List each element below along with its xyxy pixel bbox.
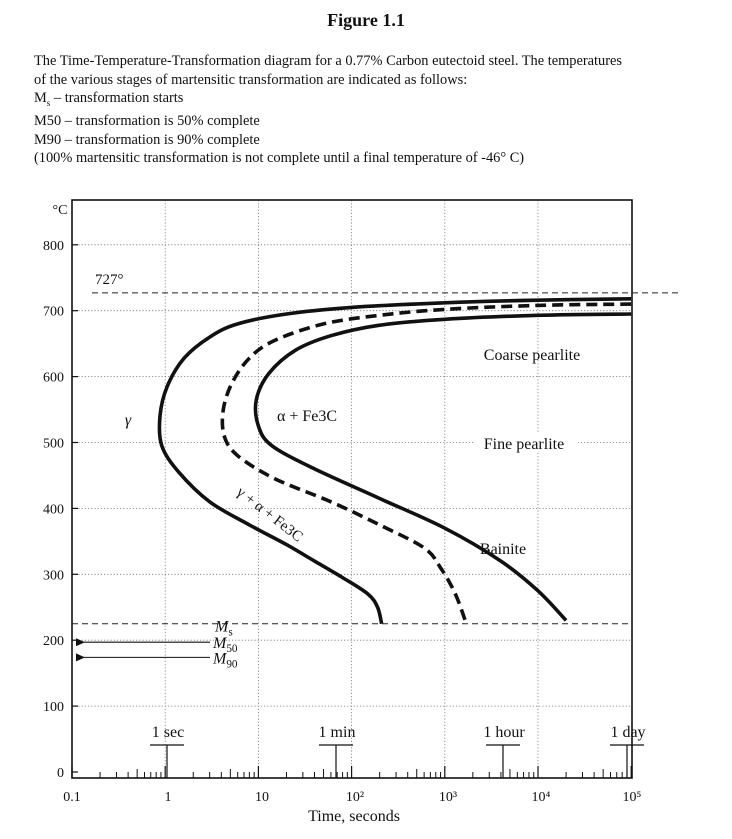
xtick-label-4: 10³ <box>438 790 458 805</box>
ytick-label-600: 600 <box>43 370 64 386</box>
caption-ms-subscript: s <box>46 97 51 108</box>
ytick-label-700: 700 <box>43 304 64 320</box>
caption-final-note: (100% martensitic transformation is not complete until a final temperature of -46° C) <box>34 150 525 167</box>
caption-line-1: The Time-Temperature-Transformation diagram for a 0.77% Carbon eutectoid steel. The temperatures <box>34 53 623 69</box>
caption-m50-symbol: M50 <box>34 113 62 130</box>
label-m90: $M_{90}$ <box>213 650 238 671</box>
time-marker-label-2: 1 hour <box>483 724 525 741</box>
caption-ms-description: – transformation starts <box>50 90 184 106</box>
time-marker-label-0: 1 sec <box>151 724 185 741</box>
ytick-label-100: 100 <box>43 700 64 716</box>
figure-title: Figure 1.1 <box>327 10 405 30</box>
caption-line-2: of the various stages of martensitic transformation are indicated as follows: <box>34 71 468 88</box>
ytick-label-0: 0 <box>57 766 64 781</box>
ytick-label-400: 400 <box>43 502 64 518</box>
time-marker-label-1: 1 min <box>318 724 356 741</box>
xtick-label-3: 10² <box>345 790 365 805</box>
x-axis-label: Time, seconds <box>308 808 400 825</box>
region-gamma-alpha-fe3c: γ + α + Fe3C <box>233 484 306 546</box>
region-bainite: Bainite <box>479 541 527 558</box>
region-coarse-pearlite: Coarse pearlite <box>483 347 581 364</box>
ytick-label-800: 800 <box>43 238 64 254</box>
xtick-label-0: 0.1 <box>63 790 81 805</box>
label-727: 727° <box>95 271 124 288</box>
caption-ms-symbol: M <box>34 90 47 106</box>
caption-m90-description: – transformation is 90% complete <box>61 131 260 148</box>
xtick-label-5: 10⁴ <box>531 790 551 805</box>
xtick-label-6: 10⁵ <box>622 790 642 805</box>
region-alpha-fe3c: α + Fe3C <box>276 408 338 425</box>
ytick-label-300: 300 <box>43 568 64 584</box>
label-m50: $M_{50}$ <box>213 635 238 656</box>
y-axis-label: °C <box>52 203 68 218</box>
ytick-label-200: 200 <box>43 634 64 650</box>
region-fine-pearlite: Fine pearlite <box>483 436 565 453</box>
xtick-label-2: 10 <box>255 790 269 805</box>
region-gamma: γ <box>124 412 132 429</box>
caption-m90-symbol: M90 <box>34 131 62 148</box>
ytick-label-500: 500 <box>43 436 64 452</box>
caption-m50-description: – transformation is 50% complete <box>61 113 260 130</box>
label-ms: $M_s$ <box>215 618 233 639</box>
xtick-label-1: 1 <box>164 790 172 805</box>
time-marker-label-3: 1 day <box>610 724 646 741</box>
